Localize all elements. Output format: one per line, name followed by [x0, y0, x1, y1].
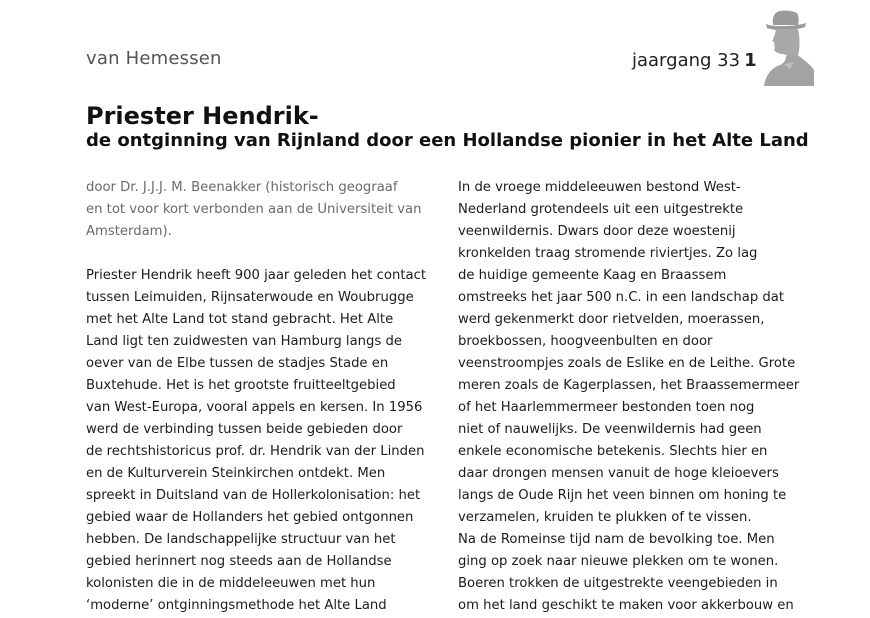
text-line: Buxtehude. Het is het grootste fruitteeltgebied: [86, 378, 396, 393]
text-line: tussen Leimuiden, Rijnsaterwoude en Woubrugge: [86, 290, 414, 305]
text-line: en de Kulturverein Steinkirchen ontdekt. Men: [86, 466, 386, 481]
text-line: niet of nauwelijks. De veenwildernis had geen: [458, 422, 762, 437]
byline-line: en tot voor kort verbonden aan de Universiteit van: [86, 202, 422, 217]
publication-name: van Hemessen: [86, 48, 222, 69]
text-line: Nederland grotendeels uit een uitgestrekte: [458, 202, 744, 217]
text-line: Na de Romeinse tijd nam de bevolking toe. Men: [458, 532, 775, 547]
paragraph-gap: [86, 243, 426, 265]
byline-line: Amsterdam).: [86, 224, 172, 239]
issue-info: [632, 50, 757, 71]
text-line: veenwildernis. Dwars door deze woestenij: [458, 224, 736, 239]
text-line: de huidige gemeente Kaag en Braassem: [458, 268, 727, 283]
page-number: 1: [744, 50, 757, 71]
text-line: Land ligt ten zuidwesten van Hamburg langs de: [86, 334, 402, 349]
article-title: Priester Hendrik-: [86, 102, 319, 130]
volume-label: jaargang 33: [632, 50, 741, 71]
article-subtitle: de ontginning van Rijnland door een Hollandse pionier in het Alte Land: [86, 130, 809, 151]
text-line: broekbossen, hoogveenbulten en door: [458, 334, 713, 349]
left-column: [86, 177, 426, 617]
byline: [86, 177, 426, 243]
text-line: veenstroompjes zoals de Eslike en de Leithe. Grote: [458, 356, 796, 371]
text-line: hebben. De landschappelijke structuur van het: [86, 532, 396, 547]
text-line: In de vroege middeleeuwen bestond West-: [458, 180, 741, 195]
text-line: verzamelen, kruiden te plukken of te vissen.: [458, 510, 752, 525]
right-column: [458, 177, 803, 617]
text-line: enkele economische betekenis. Slechts hier en: [458, 444, 768, 459]
text-line: omstreeks het jaar 500 n.C. in een landschap dat: [458, 290, 785, 305]
text-line: langs de Oude Rijn het veen binnen om honing te: [458, 488, 787, 503]
text-line: werd de verbinding tussen beide gebieden door: [86, 422, 403, 437]
text-line: ‘moderne’ ontginningsmethode het Alte Land: [86, 598, 387, 613]
text-line: kolonisten die in de middeleeuwen met hun: [86, 576, 376, 591]
text-line: daar drongen mensen vanuit de hoge kleioevers: [458, 466, 779, 481]
text-line: meren zoals de Kagerplassen, het Braassemermeer: [458, 378, 800, 393]
text-line: Boeren trokken de uitgestrekte veengebieden in: [458, 576, 778, 591]
text-line: gebied waar de Hollanders het gebied ontgonnen: [86, 510, 414, 525]
text-line: oever van de Elbe tussen de stadjes Stade en: [86, 356, 389, 371]
text-line: of het Haarlemmermeer bestonden toen nog: [458, 400, 755, 415]
silhouette-man-with-hat-icon: [762, 8, 814, 86]
text-line: spreekt in Duitsland van de Hollerkolonisation: het: [86, 488, 421, 503]
text-line: Priester Hendrik heeft 900 jaar geleden het contact: [86, 268, 427, 283]
text-line: om het land geschikt te maken voor akkerbouw en: [458, 598, 794, 613]
text-line: met het Alte Land tot stand gebracht. Het Alte: [86, 312, 394, 327]
text-line: gebied herinnert nog steeds aan de Hollandse: [86, 554, 392, 569]
byline-line: door Dr. J.J.J. M. Beenakker (historisch geograaf: [86, 180, 398, 195]
left-body-paragraph: [86, 265, 426, 617]
text-line: kronkelden traag stromende riviertjes. Zo lag: [458, 246, 758, 261]
text-line: van West-Europa, vooral appels en kersen. In 1956: [86, 400, 423, 415]
text-line: ging op zoek naar nieuwe plekken om te wonen.: [458, 554, 779, 569]
text-line: de rechtshistoricus prof. dr. Hendrik van der Linden: [86, 444, 425, 459]
text-line: werd gekenmerkt door rietvelden, moerassen,: [458, 312, 765, 327]
